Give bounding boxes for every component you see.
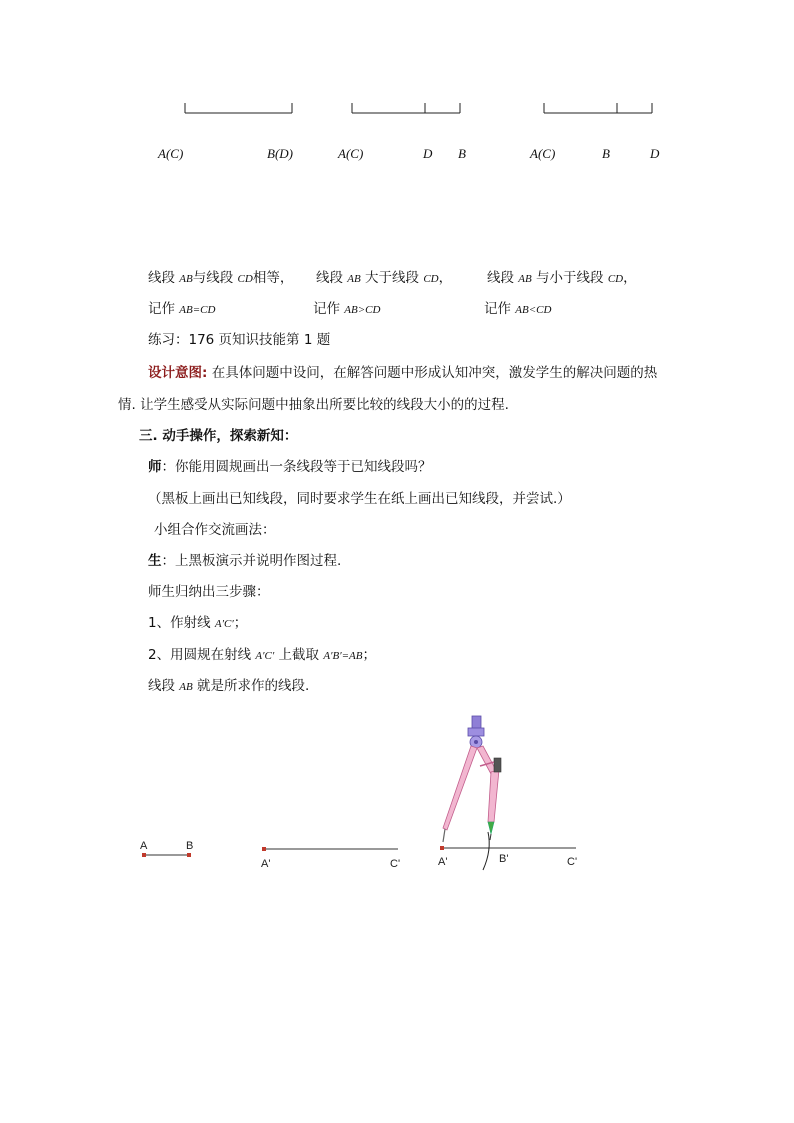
student-demo: 生：上黑板演示并说明作图过程. <box>148 553 342 569</box>
point-b-marker <box>187 853 191 857</box>
label-b: B <box>186 840 194 852</box>
notation-less: 记作 AB<CD <box>484 301 552 317</box>
seg2-label-b: B <box>458 146 466 161</box>
seg1-label-a: A(C) <box>158 146 184 161</box>
design-intent-line1: 设计意图: 在具体问题中设问，在解答问题中形成认知冲突，激发学生的解决问题的热 <box>148 365 658 381</box>
ray-2 <box>438 832 577 870</box>
conclusion: 线段 AB 就是所求作的线段. <box>148 678 310 694</box>
group-discussion: 小组合作交流画法： <box>154 522 276 538</box>
exercise-text: 练习：176 页知识技能第 1 题 <box>148 332 331 348</box>
seg1-label-b: B(D) <box>267 146 293 161</box>
seg2-label-d: D <box>423 146 433 161</box>
label-a: A <box>140 840 148 852</box>
construction-figure <box>0 710 794 880</box>
comparison-greater: 线段 AB 大于线段 CD， <box>316 270 453 286</box>
segment-diagrams <box>0 95 794 125</box>
ray1-label-c: C' <box>390 858 401 870</box>
ray-1 <box>261 847 400 870</box>
blackboard-note: （黑板上画出已知线段，同时要求学生在纸上画出已知线段，并尝试.） <box>148 491 571 507</box>
ray2-label-a: A' <box>438 856 448 868</box>
seg2-label-a: A(C) <box>338 146 364 161</box>
ray1-point-a-marker <box>262 847 266 851</box>
ray2-label-b: B' <box>499 853 509 865</box>
comparison-less: 线段 AB 与小于线段 CD， <box>487 270 637 286</box>
design-intent-label: 设计意图: <box>148 365 208 381</box>
arc-mark <box>483 832 489 870</box>
step-2: 2、用圆规在射线 A′C′ 上截取 A′B′=AB； <box>148 647 376 663</box>
compass-icon <box>443 716 501 842</box>
summary-text: 师生归纳出三步骤： <box>148 584 270 600</box>
ray2-point-a-marker <box>440 846 444 850</box>
point-a-marker <box>142 853 146 857</box>
step-1: 1、作射线 A′C′； <box>148 615 248 631</box>
seg3-label-d: D <box>650 146 660 161</box>
given-segment-ab <box>140 840 193 857</box>
seg3-label-b: B <box>602 146 610 161</box>
notation-greater: 记作 AB>CD <box>313 301 381 317</box>
ray2-label-c: C' <box>567 856 578 868</box>
seg3-label-a: A(C) <box>530 146 556 161</box>
comparison-equal: 线段 AB与线段 CD相等， <box>148 270 294 286</box>
design-intent-line2: 情. 让学生感受从实际问题中抽象出所要比较的线段大小的的过程. <box>118 397 509 413</box>
notation-equal: 记作 AB=CD <box>148 301 216 317</box>
section3-heading: 三. 动手操作，探索新知： <box>139 428 298 444</box>
ray1-label-a: A' <box>261 858 271 870</box>
teacher-question: 师：你能用圆规画出一条线段等于已知线段吗？ <box>148 459 432 475</box>
